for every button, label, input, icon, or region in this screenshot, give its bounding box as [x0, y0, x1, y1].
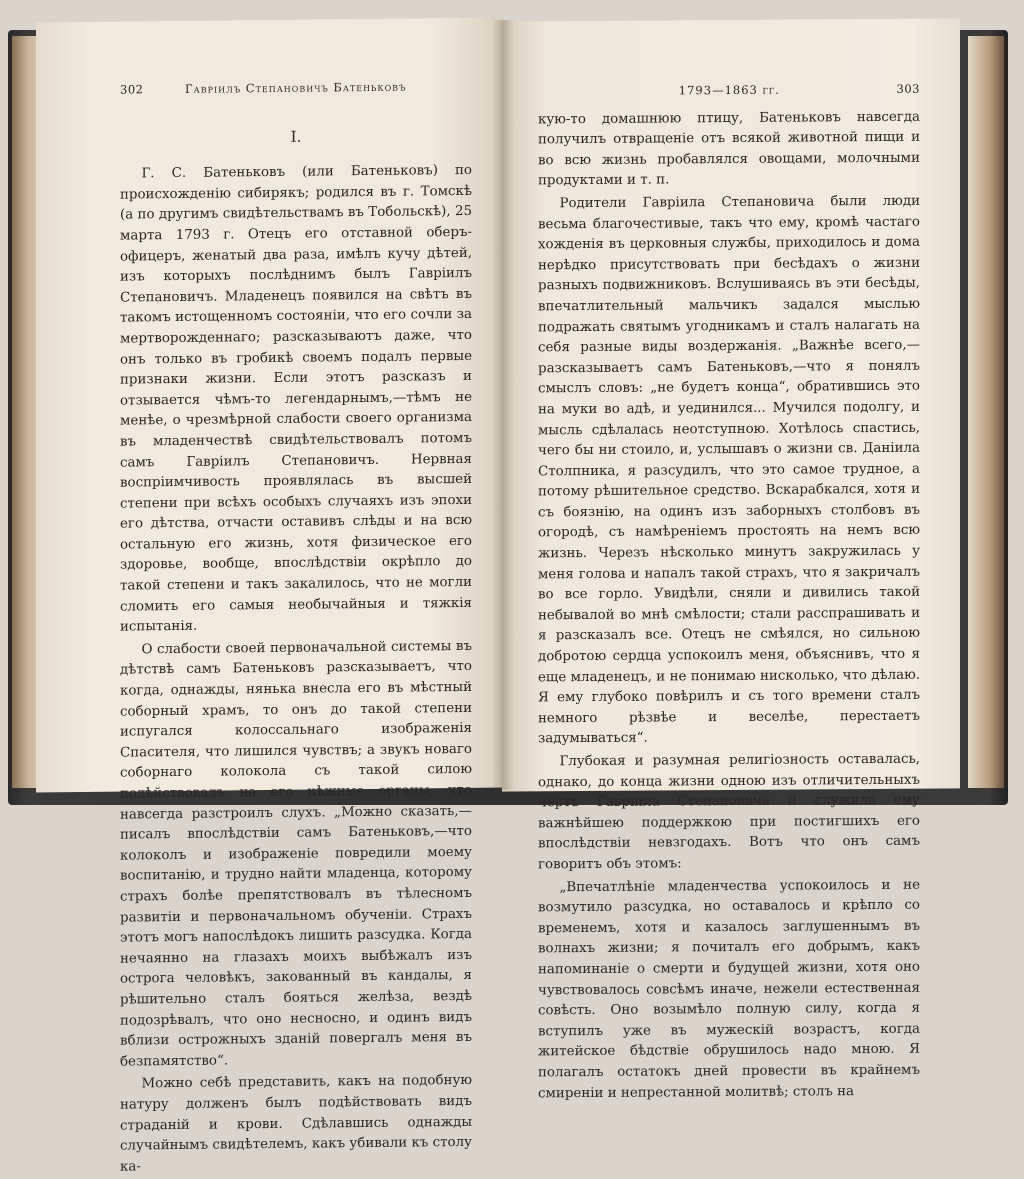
- left-running-title: Гаврiилъ Степановичъ Батеньковъ: [143, 76, 448, 100]
- paragraph: О слабости своей первоначальной системы въ дѣтствѣ самъ Батеньковъ разсказываетъ, что когда, однажды, нянька внесла его въ мѣстный соборный храмъ, то онъ до такой степени испугался колоссальнаго изображенiя Спасителя, что лишился чувствъ; а звукъ новаго соборнаго колокола съ такой силою подѣйствовалъ на его нѣжные органы, что навсегда разстроилъ слухъ. „Можно сказать,—писалъ впослѣдствiи самъ Батеньковъ,—что колоколъ и изображенiе повредили моему воспитанiю, и трудно найти младенца, которому страхъ болѣе препятствовалъ въ тѣлесномъ развитiи и первоначальномъ обученiи. Страхъ этотъ могъ напослѣдокъ лишить разсудка. Когда нечаянно на глазахъ моихъ выбѣжалъ изъ острога человѣкъ, закованный въ кандалы, я рѣшительно сталъ бояться желѣза, вездѣ подозрѣвалъ, что оно несносно, и одинъ видъ вблизи острожныхъ зданiй повергалъ меня въ безпамятство“.: [120, 637, 472, 1073]
- quote-paragraph: „Впечатлѣнiе младенчества успокоилось и не возмутило разсудка, но оставалось и крѣпло со временемъ, хотя и казалось заглушеннымъ въ волнахъ жизни; я почиталъ его добрымъ, какъ напоминанiе о смерти и будущей жизни, хотя оно чувствовалось совсѣмъ иначе, нежели естественная совѣсть. Оно возымѣло полную силу, когда я вступилъ уже въ мужескiй возрастъ, когда житейское бѣдствiе обрушилось надо мною. Я полагалъ остатокъ дней провести въ крайнемъ смиренiи и непрестанной молитвѣ; столъ на: [538, 875, 920, 1104]
- left-running-head: [120, 76, 472, 100]
- left-page-number: 302: [120, 79, 143, 100]
- right-running-head: [538, 79, 920, 102]
- paragraph: Глубокая и разумная религiозность оставалась, однако, до конца жизни одною изъ отличительныхъ чертъ Гаврiила Степановича и служила ему важнѣйшею поддержкою при постигшихъ его впослѣдствiи невзгодахъ. Вотъ что онъ самъ говоритъ объ этомъ:: [538, 750, 920, 876]
- right-page-number: 303: [897, 79, 920, 100]
- right-running-title: 1793—1863 гг.: [562, 79, 897, 102]
- book-gutter: [492, 20, 514, 790]
- paragraph: Г. С. Батеньковъ (или Батеньковъ) по происхожденiю сибирякъ; родился въ г. Томскѣ (а по другимъ свидѣтельствамъ въ Тобольскѣ), 25 марта 1793 г. Отецъ его отставной оберъ-офицеръ, женатый два раза, имѣлъ кучу дѣтей, изъ которыхъ послѣднимъ былъ Гаврiилъ Степановичъ. Младенецъ появился на свѣтъ въ такомъ истощенномъ состоянiи, что его сочли за мертворожденнаго; разсказываютъ даже, что онъ только въ гробикѣ своемъ подалъ первые признаки жизни. Если этотъ разсказъ и отзывается чѣмъ-то легендарнымъ,—тѣмъ не менѣе, о чрезмѣрной слабости своего организма въ младенчествѣ свидѣтельствовалъ потомъ самъ Гаврiилъ Степановичъ. Нервная воспрiимчивость проявлялась въ высшей степени при всѣхъ особыхъ случаяхъ изъ эпохи его дѣтства, отчасти оставивъ слѣды и на всю остальную его жизнь, хотя физическое его здоровье, вообще, впослѣдствiи окрѣпло до такой степени и такъ закалилось, что не могли сломить его самыя необычайныя и тяжкiя испытанiя.: [120, 161, 472, 638]
- page-block-right-edge: [968, 36, 1004, 788]
- chapter-number: I.: [120, 124, 472, 148]
- left-page: [36, 18, 504, 793]
- paragraph: кую-то домашнюю птицу, Батеньковъ навсегда получилъ отвращенiе отъ всякой животной пищи и во всю жизнь пробавлялся овощами, молочными продуктами и т. п.: [538, 107, 920, 192]
- right-page: [502, 18, 960, 791]
- paragraph: Родители Гаврiила Степановича были люди весьма благочестивые, такъ что ему, кромѣ частаго хожденiя въ церковныя службы, приходилось и дома нерѣдко присутствовать при бесѣдахъ о жизни разныхъ подвижниковъ. Вслушиваясь въ эти бесѣды, впечатлительный мальчикъ задался мыслью подражать святымъ угодникамъ и сталъ налагать на себя разные виды воздержанiя. „Важнѣе всего,—разсказываетъ самъ Батеньковъ,—что я понялъ смыслъ словъ: „не будетъ конца“, обратившись это на муки во адѣ, и уединился... Мучился подолгу, и мысль сдѣлалась неотступною. Хотѣлось спастись, чего бы ни стоило, и, услышавъ о жизни св. Данiила Столпника, я разсудилъ, что это самое трудное, а потому рѣшительное средство. Вскарабкался, хотя и съ боязнiю, на одинъ изъ заборныхъ столбовъ въ огородѣ, съ намѣренiемъ простоять на немъ всю жизнь. Черезъ нѣсколько минутъ закружилась у меня голова и напалъ такой страхъ, что я закричалъ во все горло. Увидѣли, сняли и дивились такой небывалой во мнѣ смѣлости; стали расспрашивать и я разсказалъ все. Отецъ не смѣялся, но сильною добротою сердца успокоилъ меня, объяснивъ, что я еще младенецъ, и не понимаю нисколько, что дѣлаю. Я ему глубоко повѣрилъ и съ того времени сталъ немного рѣзвѣе и веселѣе, перестаетъ задумываться“.: [538, 192, 920, 751]
- paragraph: Можно себѣ представить, какъ на подобную натуру долженъ былъ подѣйствовать видъ страданiй и крови. Сдѣлавшись однажды случайнымъ свидѣтелемъ, какъ убивали къ столу ка-: [120, 1071, 472, 1178]
